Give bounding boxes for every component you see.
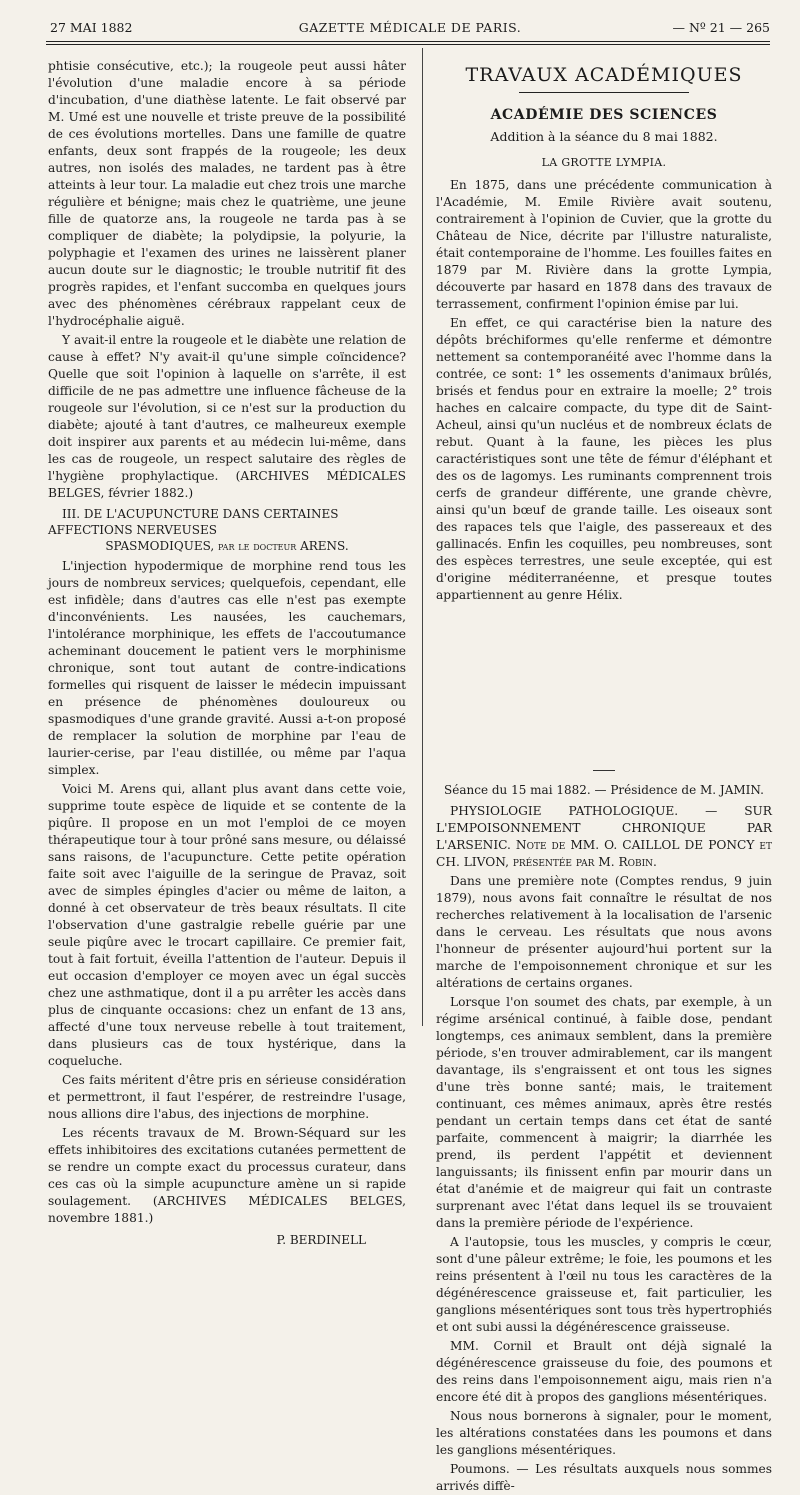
author-signature: P. BERDINELL (276, 1233, 366, 1247)
paragraph: Y avait-il entre la rougeole et le diabète une relation de cause à effet? N'y avait-il qu'une simple coïncidence? Quelle que soit l'opinion à laquelle on s'arrête, il est difficile de ne pas admettre une influence fâcheuse de la rougeole sur l'évolution, si ce n'est sur la production du diabète; ajouté à tant d'autres, ce malheureux exemple doit inspirer aux parents et au médecin lui-même, dans les cas de rougeole, un respect salutaire des règles de l'hygiène prophylactique. (ARCHIVES MÉDICALES BELGES, février 1882.) (48, 333, 406, 500)
column-divider (422, 48, 423, 1026)
header-date: 27 MAI 1882 (50, 20, 133, 35)
paragraph: L'injection hypodermique de morphine rend tous les jours de nombreux services; quelquefois, cependant, elle est infidèle; dans d'autres cas elle n'est pas exempte d'inconvénients. Les nausées, les cauchemars, l'intolérance morphinique, les effets de l'accoutumance acheminant doucement le patient vers le morphinisme chronique, sont tout autant de contre-indications formelles qui risquent de laisser le médecin impuissant en présence de phénomènes douloureux ou spasmodiques d'une grande gravité. Aussi a-t-on proposé de remplacer la solution de morphine par l'eau de laurier-cerise, par l'eau distillée, ou même par l'aqua simplex. (48, 559, 406, 777)
article-heading: PHYSIOLOGIE PATHOLOGIQUE. — SUR L'EMPOISONNEMENT CHRONIQUE PAR L'ARSENIC. Note de MM. O. CAILLOL DE PONCY et CH. LIVON, présentée par M. Robin. (436, 804, 772, 869)
session-heading: Séance du 15 mai 1882. — Présidence de M. JAMIN. (444, 783, 764, 797)
paragraph: Les récents travaux de M. Brown-Séquard sur les effets inhibitoires des excitations cutanées permettent de se rendre un compte exact du processus curateur, dans ces cas où la simple acupuncture amène un si rapide soulagement. (ARCHIVES MÉDICALES BELGES, novembre 1881.) (48, 1126, 406, 1225)
paragraph: phtisie consécutive, etc.); la rougeole peut aussi hâter l'évolution d'une maladie encore à sa période d'incubation, d'une diathèse latente. Le fait observé par M. Umé est une nouvelle et triste preuve de la possibilité de ces évolutions mortelles. Dans une famille de quatre enfants, deux sont frappés de la rougeole; les deux autres, non isolés des malades, ne tardent pas à être atteints à leur tour. La maladie eut chez trois une marche régulière et bénigne; mais chez le quatrième, une jeune fille de quatorze ans, la rougeole ne tarda pas à se compliquer de diabète; la polydipsie, la polyurie, la polyphagie et l'examen des urines ne laissèrent planer aucun doute sur le diagnostic; le trouble nutritif fit des progrès rapides, et l'enfant succomba en quelques jours avec des phénomènes cérébraux rappelant ceux de l'hydrocéphalie aiguë. (48, 59, 406, 328)
paragraph: MM. Cornil et Brault ont déjà signalé la dégénérescence graisseuse du foie, des poumons et des reins dans l'empoisonnement aigu, mais rien n'a encore été dit à propos des ganglions mésentériques. (436, 1339, 772, 1404)
paragraph: Ces faits méritent d'être pris en sérieuse considération et permettront, il faut l'espérer, de restreindre l'usage, nous allions dire l'abus, des injections de morphine. (48, 1073, 406, 1121)
left-column (48, 58, 406, 1247)
session-heading: Addition à la séance du 8 mai 1882. (490, 129, 718, 144)
header-rule-thin (46, 44, 770, 45)
paragraph: En effet, ce qui caractérise bien la nature des dépôts bréchiformes qu'elle renferme et démontre nettement sa contemporanéité avec l'homme dans la contrée, ce sont: 1° les ossements d'animaux brûlés, brisés et fendus pour en extraire la moelle; 2° trois haches en calcaire compacte, du type dit de Saint-Acheul, ainsi qu'un nucléus et de nombreux éclats de rebut. Quant à la faune, les pièces les plus caractéristiques sont une tête de fémur d'éléphant et des os de lagomys. Les ruminants comprennent trois cerfs de grandeur différente, une grande chèvre, ainsi qu'un bœuf de grande taille. Les oiseaux sont des rapaces tels que l'aigle, des passereaux et des gallinacés. Enfin les coquilles, peu nombreuses, sont des espèces terrestres, une seule exceptée, qui est d'origine méditerranéenne, et presque toutes appartiennent au genre Hélix. (436, 316, 772, 602)
header-title: GAZETTE MÉDICALE DE PARIS. (298, 20, 522, 35)
paragraph: Nous nous bornerons à signaler, pour le moment, les altérations constatées dans les poumons et dans les ganglions mésentériques. (436, 1409, 772, 1457)
separator-rule (593, 770, 615, 771)
academy-heading: ACADÉMIE DES SCIENCES (490, 107, 718, 123)
paragraph: Voici M. Arens qui, allant plus avant dans cette voie, supprime toute espèce de liquide et se contente de la piqûre. Il propose en un mot l'emploi de ce moyen thérapeutique tour à tour prôné sans mesure, ou délaissé sans raisons, de l'acupuncture. Cette petite opération faite soit avec l'aiguille de la seringue de Pravaz, soit avec de simples épingles d'acier ou même de laiton, a donné à cet observateur de très beaux résultats. Il cite l'observation d'une gastralgie rebelle guérie par une seule piqûre avec le trocart capillaire. Ce premier fait, tout à fait fortuit, éveilla l'attention de l'auteur. Depuis il eut occasion d'employer ce moyen avec un égal succès chez une asthmatique, dont il a pu arrêter les accès dans plus de cinquante occasions: chez un enfant de 13 ans, affecté d'une toux nerveuse rebelle à tout traitement, dans plusieurs cas de toux hystérique, dans la coqueluche. (48, 782, 406, 1068)
section-heading-acupuncture (48, 506, 406, 554)
paragraph: En 1875, dans une précédente communication à l'Académie, M. Emile Rivière avait soutenu, contrairement à l'opinion de Cuvier, que la grotte du Château de Nice, décrite par l'illustre naturaliste, était contemporaine de l'homme. Les fouilles faites en 1879 par M. Rivière dans la grotte Lympia, découverte par hasard en 1878 dans des travaux de terrassement, confirment l'opinion émise par lui. (436, 178, 772, 311)
paragraph: Lorsque l'on soumet des chats, par exemple, à un régime arsénical continué, à faible dose, pendant longtemps, ces animaux semblent, dans la première période, s'en trouver admirablement, car ils mangent davantage, ils s'engraissent et ont tous les signes d'une très bonne santé; mais, le traitement continuant, ces mêmes animaux, après être restés pendant un certain temps dans cet état de santé parfaite, commencent à maigrir; la diarrhée les prend, ils perdent l'appétit et deviennent languissants; ils finissent enfin par mourir dans un état d'anémie et de maigreur qui fait un contraste surprenant avec l'état dans lequel ils se trouvaient dans la première période de l'expérience. (436, 995, 772, 1230)
section-title: TRAVAUX ACADÉMIQUES (465, 64, 743, 86)
header-rule-thick (46, 41, 770, 42)
paragraph: A l'autopsie, tous les muscles, y compris le cœur, sont d'une pâleur extrême; le foie, les poumons et les reins présentent à l'œil nu tous les caractères de la dégénérescence graisseuse et, fait particulier, les ganglions mésentériques sont tous très hypertrophiés et ont subi aussi la dégénérescence graisseuse. (436, 1235, 772, 1334)
paragraph: Dans une première note (Comptes rendus, 9 juin 1879), nous avons fait connaître le résultat de nos recherches relativement à la localisation de l'arsenic dans le cerveau. Les résultats que nous avons l'honneur de présenter aujourd'hui portent sur la marche de l'empoisonnement chronique et sur les altérations de certains organes. (436, 874, 772, 990)
section-heading-line: III. DE L'ACUPUNCTURE DANS CERTAINES AFFECTIONS NERVEUSES (48, 507, 339, 537)
running-header (50, 20, 770, 40)
section-heading-line: SPASMODIQUES, par le docteur ARENS. (105, 539, 349, 553)
title-underline (519, 92, 689, 93)
header-page-number: — Nº 21 — 265 (672, 20, 770, 35)
right-column (436, 58, 772, 1495)
paragraph: Poumons. — Les résultats auxquels nous sommes arrivés diffè- (436, 1462, 772, 1493)
article-subtitle: LA GROTTE LYMPIA. (541, 156, 667, 169)
